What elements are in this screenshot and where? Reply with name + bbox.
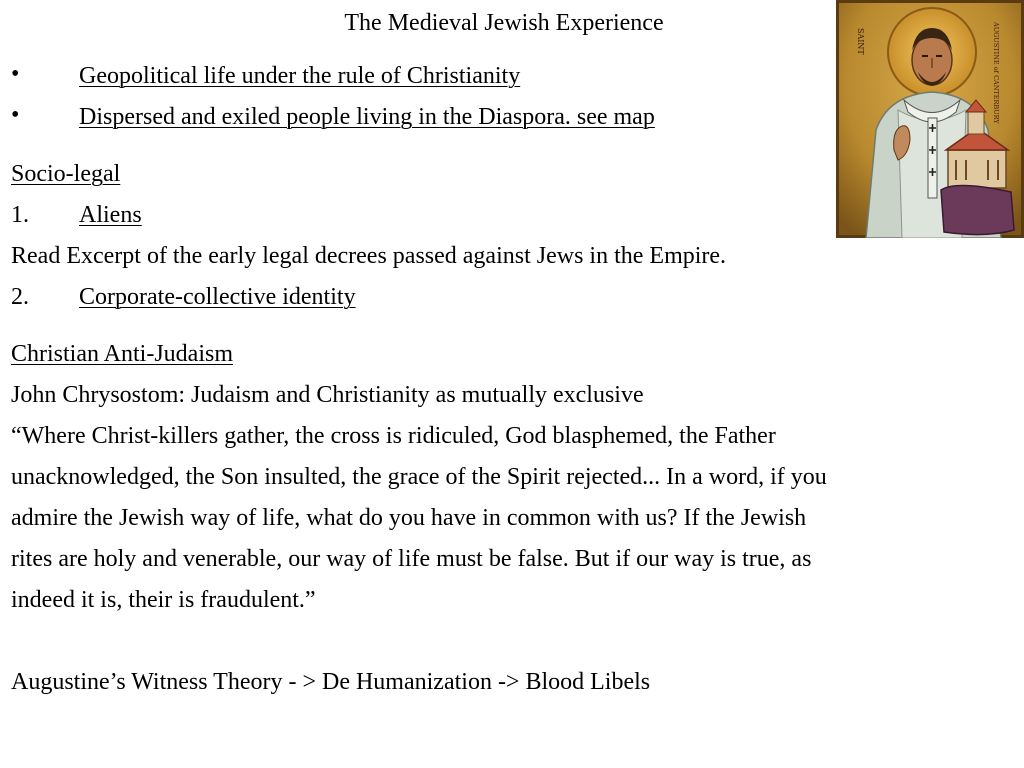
quote-line: rites are holy and venerable, our way of life must be false. But if our way is true, as — [11, 546, 812, 572]
section-heading-socio-legal[interactable]: Socio-legal — [11, 161, 121, 187]
bullet-link-geopolitical[interactable]: Geopolitical life under the rule of Christianity — [79, 63, 521, 89]
bullet-link-diaspora[interactable]: Dispersed and exiled people living in the Diaspora. see map — [79, 104, 655, 130]
witness-theory-line: Augustine’s Witness Theory - > De Humanization -> Blood Libels — [11, 669, 651, 695]
list-number: 2. — [11, 284, 29, 310]
icon-lettering-left: SAINT — [856, 28, 865, 55]
list-item-aliens[interactable]: Aliens — [79, 202, 142, 228]
quote-line: indeed it is, their is fraudulent.” — [11, 587, 316, 613]
legal-decrees-note: Read Excerpt of the early legal decrees passed against Jews in the Empire. — [11, 243, 727, 269]
quote-line: unacknowledged, the Son insulted, the grace of the Spirit rejected... In a word, if you — [11, 464, 827, 490]
chrysostom-subtitle: John Chrysostom: Judaism and Christianity as mutually exclusive — [11, 382, 644, 408]
quote-line: admire the Jewish way of life, what do you have in common with us? If the Jewish — [11, 505, 807, 531]
slide-title: The Medieval Jewish Experience — [344, 10, 664, 36]
bullet-marker: • — [11, 61, 20, 87]
list-number: 1. — [11, 202, 29, 228]
bullet-marker: • — [11, 102, 20, 128]
section-heading-anti-judaism[interactable]: Christian Anti-Judaism — [11, 341, 233, 367]
icon-lettering-right: AUGUSTINE of CANTERBURY — [992, 22, 1000, 124]
quote-line: “Where Christ-killers gather, the cross is ridiculed, God blasphemed, the Father — [11, 423, 776, 449]
list-item-corporate-identity[interactable]: Corporate-collective identity — [79, 284, 356, 310]
saint-augustine-icon-image — [836, 0, 1024, 238]
